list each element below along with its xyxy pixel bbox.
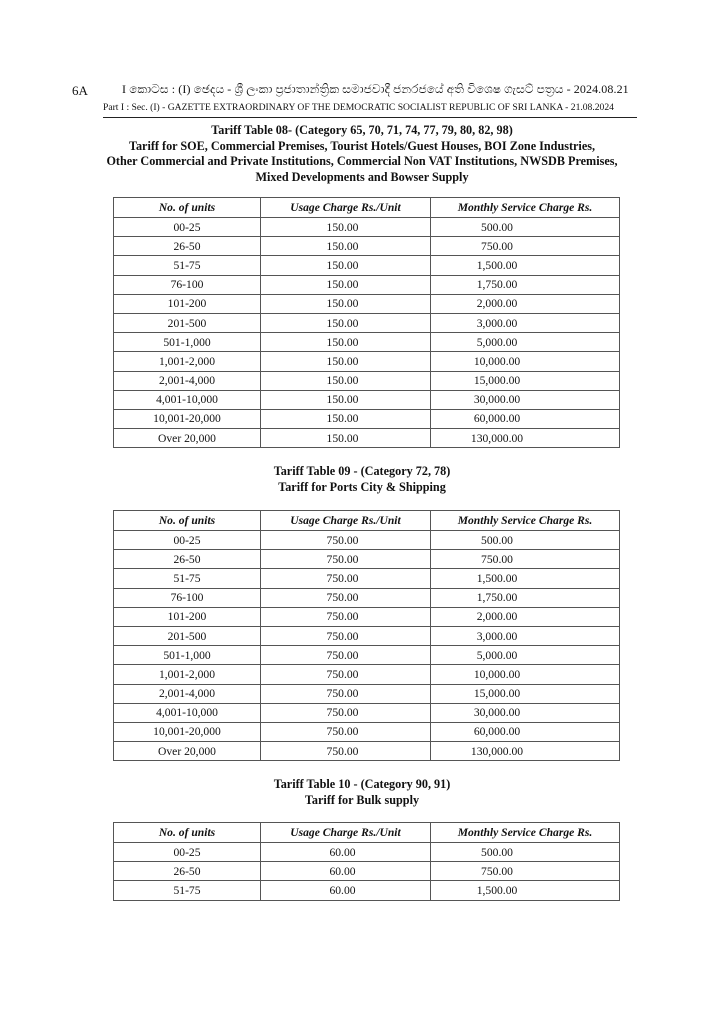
table-row [114,409,620,428]
units-cell: 00-25 [114,218,261,237]
table09-title: Tariff Table 09 - (Category 72, 78) [273,464,451,478]
units-cell: Over 20,000 [114,742,261,761]
table09-caption [60,464,664,495]
service-charge-cell: 750.00 [431,862,620,881]
usage-charge-cell: 150.00 [261,237,431,256]
table-row [114,569,620,588]
table08-subtitle-3: Mixed Developments and Bowser Supply [255,169,469,184]
usage-charge-cell: 750.00 [261,684,431,703]
service-charge-cell: 1,500.00 [431,256,620,275]
usage-charge-cell: 150.00 [261,333,431,352]
units-cell: 51-75 [114,569,261,588]
service-charge-cell: 5,000.00 [431,333,620,352]
table-row [114,742,620,761]
page-number: 6A [72,83,88,98]
service-charge-cell: 10,000.00 [431,665,620,684]
units-cell: 101-200 [114,607,261,626]
table-row [114,703,620,722]
service-charge-cell: 130,000.00 [431,429,620,448]
service-charge-cell: 1,500.00 [431,569,620,588]
table-row [114,531,620,550]
service-charge-cell: 750.00 [431,237,620,256]
service-charge-cell: 1,750.00 [431,588,620,607]
table-row [114,371,620,390]
usage-charge-cell: 150.00 [261,371,431,390]
units-cell: 1,001-2,000 [114,665,261,684]
units-cell: 26-50 [114,237,261,256]
usage-charge-cell: 750.00 [261,626,431,645]
usage-charge-cell: 150.00 [261,409,431,428]
gazette-header-english: Part I : Sec. (I) - GAZETTE EXTRAORDINARY OF THE DEMOCRATIC SOCIALIST REPUBLIC OF SRI LANKA - 21.08.2024 [103,102,614,113]
units-column-header: No. of units [114,511,261,531]
usage-charge-cell: 750.00 [261,665,431,684]
service-charge-cell: 15,000.00 [431,371,620,390]
usage-charge-cell: 750.00 [261,722,431,741]
table-row [114,550,620,569]
usage-charge-cell: 750.00 [261,646,431,665]
table-header-row [114,823,620,843]
table-row [114,722,620,741]
usage-charge-cell: 750.00 [261,531,431,550]
table-row [114,607,620,626]
table08-subtitle-1: Tariff for SOE, Commercial Premises, Tourist Hotels/Guest Houses, BOI Zone Industries, [128,138,596,153]
units-column-header: No. of units [114,823,261,843]
service-charge-cell: 30,000.00 [431,703,620,722]
usage-charge-cell: 750.00 [261,588,431,607]
service-charge-column-header: Monthly Service Charge Rs. [431,823,620,843]
units-cell: 76-100 [114,588,261,607]
table-row [114,881,620,900]
units-cell: 501-1,000 [114,333,261,352]
units-cell: 00-25 [114,843,261,862]
units-cell: 201-500 [114,313,261,332]
service-charge-cell: 3,000.00 [431,626,620,645]
units-cell: 76-100 [114,275,261,294]
usage-charge-column-header: Usage Charge Rs./Unit [261,198,431,218]
tariff-table-10 [113,822,620,901]
tariff-table-08 [113,197,620,448]
service-charge-cell: 500.00 [431,218,620,237]
table-row [114,646,620,665]
units-cell: 201-500 [114,626,261,645]
table-row [114,862,620,881]
table09-subtitle: Tariff for Ports City & Shipping [278,479,446,494]
units-cell: 00-25 [114,531,261,550]
header-rule [103,117,637,118]
units-cell: 1,001-2,000 [114,352,261,371]
units-cell: 26-50 [114,862,261,881]
units-cell: 10,001-20,000 [114,722,261,741]
service-charge-cell: 3,000.00 [431,313,620,332]
service-charge-column-header: Monthly Service Charge Rs. [431,511,620,531]
table10-caption [60,777,664,808]
units-cell: 51-75 [114,256,261,275]
service-charge-cell: 500.00 [431,843,620,862]
usage-charge-cell: 150.00 [261,390,431,409]
usage-charge-cell: 750.00 [261,607,431,626]
table-row [114,684,620,703]
service-charge-cell: 1,750.00 [431,275,620,294]
service-charge-cell: 15,000.00 [431,684,620,703]
service-charge-cell: 130,000.00 [431,742,620,761]
units-cell: 2,001-4,000 [114,371,261,390]
usage-charge-cell: 750.00 [261,703,431,722]
usage-charge-cell: 150.00 [261,352,431,371]
table08-title: Tariff Table 08- (Category 65, 70, 71, 74, 77, 79, 80, 82, 98) [211,123,513,137]
table10-title: Tariff Table 10 - (Category 90, 91) [273,777,451,791]
service-charge-cell: 10,000.00 [431,352,620,371]
service-charge-cell: 2,000.00 [431,294,620,313]
service-charge-cell: 750.00 [431,550,620,569]
service-charge-cell: 60,000.00 [431,722,620,741]
usage-charge-cell: 60.00 [261,843,431,862]
service-charge-cell: 500.00 [431,531,620,550]
gazette-header-sinhala: I කොටස : (I) ඡෙදය - ශ්‍රී ලංකා ප්‍රජාතාන්ත්‍රික සමාජවාදී ජනරජයේ අති විශෙෂ ගැසට් පත්‍රය - 2024.08.21 [122,82,629,96]
usage-charge-cell: 150.00 [261,294,431,313]
table-row [114,294,620,313]
units-cell: 501-1,000 [114,646,261,665]
table-row [114,665,620,684]
usage-charge-cell: 60.00 [261,881,431,900]
units-cell: 101-200 [114,294,261,313]
table-row [114,218,620,237]
usage-charge-cell: 150.00 [261,429,431,448]
units-cell: Over 20,000 [114,429,261,448]
table-row [114,626,620,645]
table-row [114,333,620,352]
table10-subtitle: Tariff for Bulk supply [304,792,420,807]
table-row [114,588,620,607]
table-row [114,429,620,448]
units-cell: 2,001-4,000 [114,684,261,703]
service-charge-cell: 1,500.00 [431,881,620,900]
usage-charge-cell: 60.00 [261,862,431,881]
service-charge-cell: 30,000.00 [431,390,620,409]
usage-charge-cell: 150.00 [261,256,431,275]
service-charge-cell: 60,000.00 [431,409,620,428]
usage-charge-cell: 150.00 [261,313,431,332]
table-row [114,256,620,275]
table-row [114,237,620,256]
usage-charge-cell: 750.00 [261,550,431,569]
usage-charge-column-header: Usage Charge Rs./Unit [261,511,431,531]
usage-charge-cell: 750.00 [261,742,431,761]
units-cell: 10,001-20,000 [114,409,261,428]
service-charge-cell: 2,000.00 [431,607,620,626]
usage-charge-column-header: Usage Charge Rs./Unit [261,823,431,843]
service-charge-column-header: Monthly Service Charge Rs. [431,198,620,218]
table-row [114,275,620,294]
table-header-row [114,198,620,218]
table-row [114,843,620,862]
usage-charge-cell: 750.00 [261,569,431,588]
units-column-header: No. of units [114,198,261,218]
units-cell: 4,001-10,000 [114,390,261,409]
units-cell: 4,001-10,000 [114,703,261,722]
table-row [114,313,620,332]
table-header-row [114,511,620,531]
units-cell: 51-75 [114,881,261,900]
table-row [114,352,620,371]
table-row [114,390,620,409]
units-cell: 26-50 [114,550,261,569]
tariff-table-09 [113,510,620,761]
usage-charge-cell: 150.00 [261,218,431,237]
usage-charge-cell: 150.00 [261,275,431,294]
service-charge-cell: 5,000.00 [431,646,620,665]
table08-subtitle-2: Other Commercial and Private Institutions, Commercial Non VAT Institutions, NWSDB Premises, [106,154,618,168]
table08-caption [60,123,664,185]
